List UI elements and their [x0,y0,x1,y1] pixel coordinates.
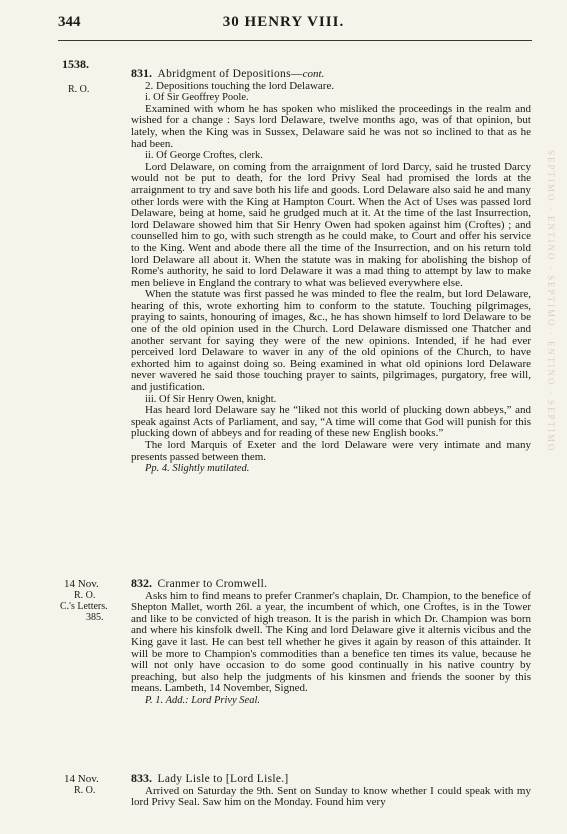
entry-number: 833. [131,771,152,785]
entry-832 [131,578,531,707]
paragraph: The lord Marquis of Exeter and the lord Delaware were very intimate and many presents passed between them. [131,439,531,463]
section-heading: 2. Depositions touching the lord Delaware. [145,79,335,92]
paragraph: When the statute was first passed he was minded to flee the realm, but lord Delaware, hearing of this, wrote exhorting him to conform to the statute. Touching pilgrimages, praying to saints, honouring of images, &c., he has shown himself to lord Delaware to be one of the old opinion used in the Church. Lord Delaware dismissed one Thatcher and another servant for saying they were of the new opinions. Intended, if he had ever perceived lord Delaware to waver in any of the old opinions of the Church, to have exhorted him to against doing so. Being examined in what old opinions lord Delaware never wavered he said those touching prayer to saints, pilgrimages, purgatory, free will, and justification. [131,288,531,394]
physical-note: P. 1. Add.: Lord Privy Seal. [145,694,261,706]
subsection-heading: iii. Of Sir Henry Owen, knight. [145,393,277,405]
entry-number: 832. [131,576,152,590]
margin-source-831: R. O. [68,84,90,95]
paragraph: Arrived on Saturday the 9th. Sent on Sunday to know whether I could speak with my lord Privy Seal. Saw him on the Monday. Found him very [131,784,531,809]
margin-letters: C.'s Letters. [60,601,108,612]
entry-number: 831. [131,66,152,80]
paragraph: Has heard lord Delaware say he “liked not this world of plucking down abbeys,” and speak against Acts of Parliament, and say, “A time will come that God will punish for this plucking down of abbeys and for reading of these new English books.” [131,404,531,440]
entry-833 [131,773,531,809]
margin-source-833: R. O. [74,785,96,796]
entry-title: Abridgment of Depositions— [157,68,303,80]
margin-year: 1538. [62,57,89,71]
edge-watermark: SEPTIMO · ENTINO · SEPTIMO · ENTINO · SEPTIMO [546,150,556,453]
margin-source-832: R. O. [74,590,96,601]
running-header [0,14,567,36]
running-title: 30 HENRY VIII. [222,14,345,30]
entry-heading [131,68,531,81]
entry-heading [131,578,531,591]
subsection-heading: ii. Of George Croftes, clerk. [145,150,263,162]
entry-cont: cont. [302,68,325,80]
margin-date-833: 14 Nov. [64,773,99,785]
paragraph: Asks him to find means to prefer Cranmer's chaplain, Dr. Champion, to the benefice of Shepton Mallet, worth 26l. a year, the incumbent of which, one Croftes, is in the Tower and like to be convicted of high treason. It is the parish in which Dr. Champion was born and where his kinsfolk dwell. The King and lord Delaware give it alternis vicibus and the King gave it last. He can best tell whether he gives it again by reason of this attainder. It will be more to Champion's commodities than a benefice ten times its value, because he will not only have occasion to do some good continually in his native country by preaching, but also help the judgments of his kinsmen and friends the sooner by this means. Lambeth, 14 November, Signed. [131,589,531,695]
entry-title: Cranmer to Cromwell. [157,578,268,590]
entry-title: Lady Lisle to [Lord Lisle.] [157,773,289,785]
paragraph: Lord Delaware, on coming from the arraignment of lord Darcy, said he trusted Darcy would not be put to death, for the lord Privy Seal had promised the lords at the arraignment to try and save both his life and goods. Lord Delaware also said he and many other lords were with the King at Hampton Court. When the Act of Uses was passed lord Delaware, being at home, said he grudged much at it. At the time of the last Insurrection, lord Delaware showed him that Sir Henry Owen had spoken against him (Croftes) ; and counselled him to go, with such strength as he could make, to Court and offer his service to the King. Went and abode there all the time of the Insurrection, and on his return told lord Delaware all about it. When the statute was in making for abolishing the bishop of Rome's authority, he said to lord Delaware it was a mad thing to attempt by law to make men believe in England the contrary to what was believed everywhere else. [131,160,531,289]
subsection-heading: i. Of Sir Geoffrey Poole. [145,92,249,104]
paragraph: Examined with whom he has spoken who misliked the proceedings in the realm and wished for a change : Says lord Delaware, twelve months ago, was of that opinion, but lately, when the King was in Sussex, Delaware said he was not so inclined to that as he had been. [131,102,531,150]
margin-date-832: 14 Nov. [64,578,99,590]
entry-heading [131,773,531,786]
entry-831 [131,68,531,475]
header-rule [58,40,532,41]
margin-letters-number: 385. [86,612,104,623]
page-number: 344 [58,14,81,30]
physical-note: Pp. 4. Slightly mutilated. [145,463,250,475]
